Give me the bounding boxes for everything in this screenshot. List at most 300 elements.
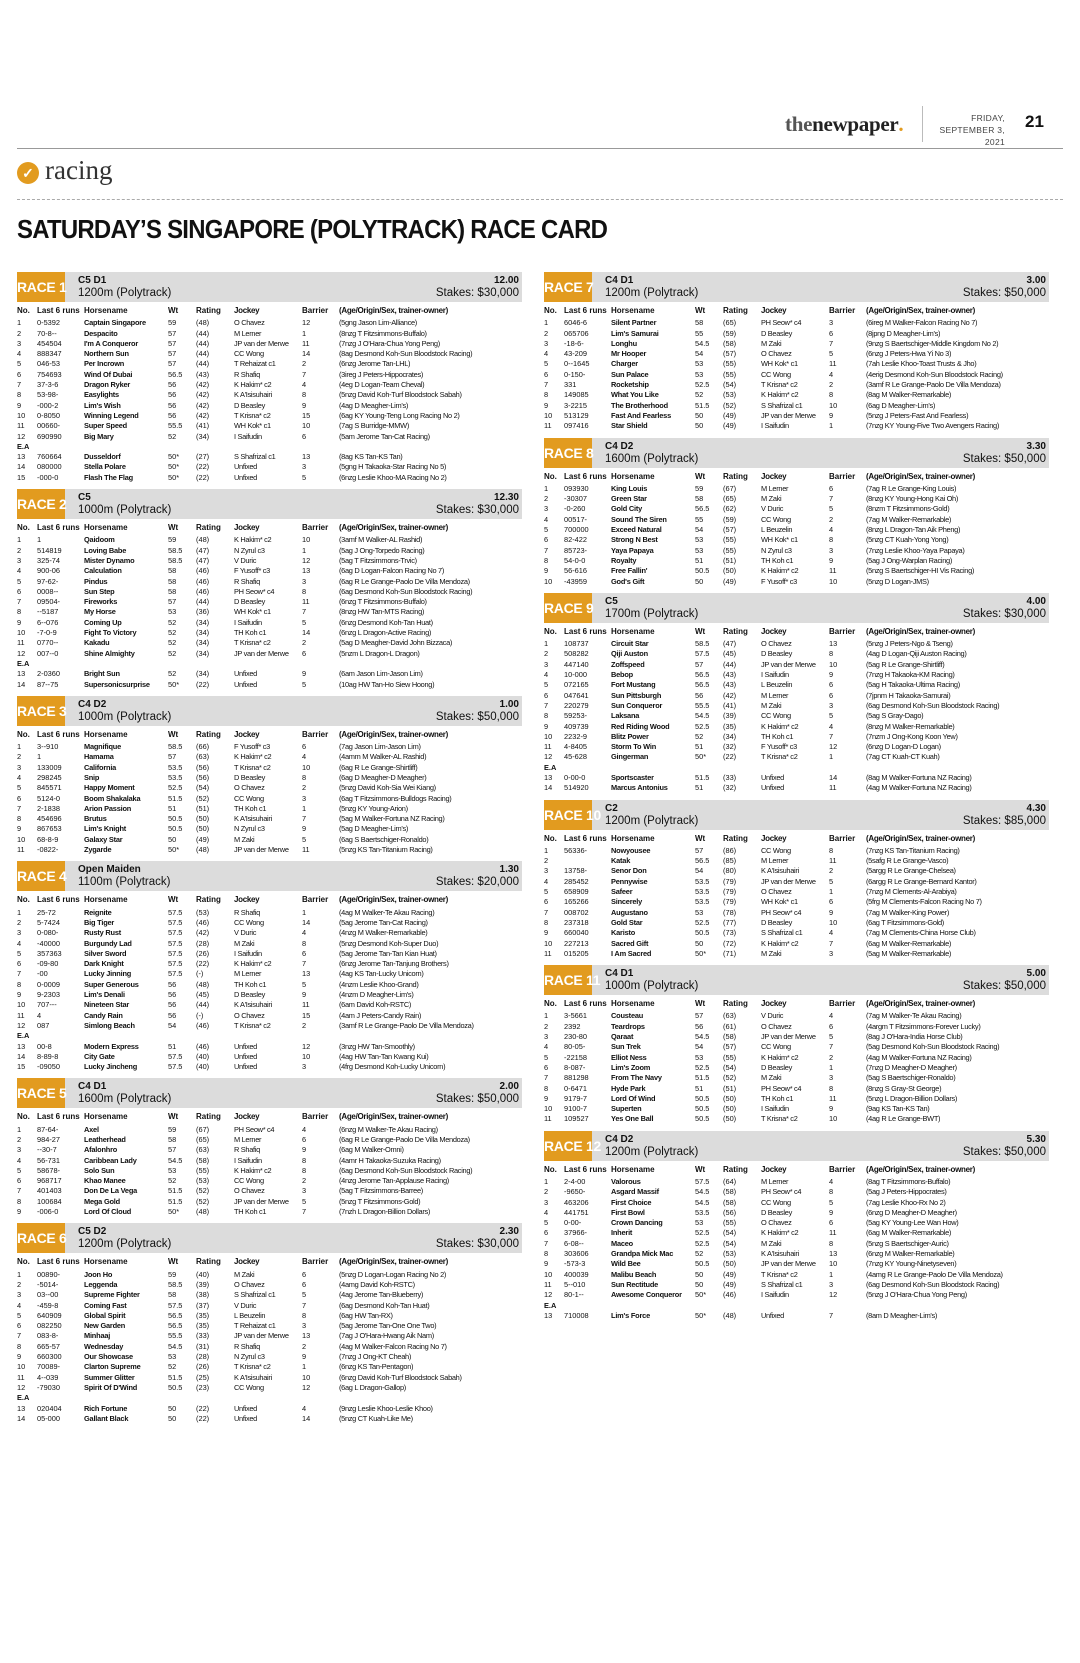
weight: 50* xyxy=(168,452,180,462)
horse-name: Superten xyxy=(611,1104,642,1114)
column-header: Last 6 runs xyxy=(37,1257,80,1267)
horse-name: Super Speed xyxy=(84,421,127,431)
jockey: JP van der Merwe xyxy=(234,338,289,348)
trainer-owner: (6ag Desmond Koh-Sun Bloodstock Racing) xyxy=(339,1165,473,1175)
weight: 56.5 xyxy=(695,856,710,866)
barrier: 9 xyxy=(829,907,834,917)
last-six-runs: 083-8- xyxy=(37,1331,59,1341)
horse-name: Lim's Zoom xyxy=(611,1062,651,1072)
runner-number: 6 xyxy=(544,369,549,379)
last-six-runs: 1 xyxy=(37,752,42,762)
barrier: 9 xyxy=(302,669,307,679)
last-six-runs: 087 xyxy=(37,1020,50,1030)
weight: 53 xyxy=(695,545,704,555)
runner-number: 2 xyxy=(544,1021,549,1031)
trainer-owner: (8ag M Walker-Fortuna NZ Racing) xyxy=(866,772,972,782)
runner-number: 6 xyxy=(544,897,549,907)
runner-number: 8 xyxy=(17,390,22,400)
trainer-owner: (6ag M Walker-Omni) xyxy=(339,1145,404,1155)
runner-row xyxy=(17,794,522,804)
last-six-runs: 5--010 xyxy=(564,1279,586,1289)
column-header: Rating xyxy=(196,306,221,315)
rating: (61) xyxy=(723,1021,737,1031)
trainer-owner: (7ag M Clements-China Horse Club) xyxy=(866,928,976,938)
last-six-runs: 298245 xyxy=(37,772,62,782)
trainer-owner: (5ag Desmond Koh-Sun Bloodstock Racing) xyxy=(866,1042,1000,1052)
jockey: JP van der Merwe xyxy=(761,1259,816,1269)
last-six-runs: 454696 xyxy=(37,814,62,824)
weight: 56.5 xyxy=(168,369,183,379)
last-six-runs: 514819 xyxy=(37,545,62,555)
rating: (34) xyxy=(723,731,737,741)
barrier: 4 xyxy=(302,928,307,938)
jockey: WH Kok* c1 xyxy=(234,607,271,617)
jockey: K Hakim* c2 xyxy=(234,1165,272,1175)
barrier: 9 xyxy=(829,410,834,420)
horse-name: New Garden xyxy=(84,1321,126,1331)
last-six-runs: 513129 xyxy=(564,410,589,420)
runner-row xyxy=(544,897,1049,907)
runner-number: 8 xyxy=(544,390,549,400)
barrier: 3 xyxy=(302,1062,307,1072)
runner-row xyxy=(17,1000,522,1010)
weight: 54 xyxy=(695,1042,704,1052)
horse-name: Charger xyxy=(611,359,638,369)
barrier: 2 xyxy=(302,783,307,793)
weight: 50* xyxy=(695,1290,707,1300)
last-six-runs: 56-616 xyxy=(564,566,588,576)
runner-row xyxy=(17,401,522,411)
rating: (55) xyxy=(196,1165,210,1175)
runner-row xyxy=(544,1022,1049,1032)
runner-row xyxy=(17,638,522,648)
horse-name: Sun Step xyxy=(84,586,115,596)
jockey: O Chavez xyxy=(761,349,792,359)
weight: 50.5 xyxy=(695,1093,710,1103)
barrier: 11 xyxy=(829,1228,837,1238)
race-time: 1.00 xyxy=(499,698,519,710)
trainer-owner: (5ag M Walker-Fortuna NZ Racing) xyxy=(339,814,445,824)
rating: (56) xyxy=(723,1207,737,1217)
race-card xyxy=(544,965,1049,1125)
rating: (59) xyxy=(723,514,737,524)
column-header: Horsename xyxy=(84,306,128,315)
last-six-runs: 97-62- xyxy=(37,576,59,586)
barrier: 10 xyxy=(829,1114,838,1124)
column-header: Rating xyxy=(196,1257,221,1267)
jockey: TH Koh c1 xyxy=(234,628,267,638)
trainer-owner: (8nzg M Walker-Remarkable) xyxy=(866,721,955,731)
race-header xyxy=(544,1131,1049,1161)
barrier: 1 xyxy=(829,752,834,762)
barrier: 8 xyxy=(829,1187,834,1197)
rating: (40) xyxy=(196,1051,210,1061)
horse-name: Lord Of Wind xyxy=(611,1093,656,1103)
last-six-runs: 093930 xyxy=(564,483,589,493)
race-stakes: Stakes: $30,000 xyxy=(435,1238,519,1251)
barrier: 5 xyxy=(829,1197,834,1207)
last-six-runs: -459-8 xyxy=(37,1300,59,1310)
rating: (52) xyxy=(196,793,210,803)
runner-number: 8 xyxy=(544,917,549,927)
weight: 50* xyxy=(695,948,707,958)
last-six-runs: 640909 xyxy=(37,1310,62,1320)
rating: (32) xyxy=(723,783,737,793)
barrier: 14 xyxy=(302,349,311,359)
newspaper-logo[interactable]: thenewpaper. xyxy=(785,112,904,136)
horse-name: Coming Fast xyxy=(84,1300,127,1310)
weight: 50.5 xyxy=(168,824,183,834)
runner-row xyxy=(17,318,522,328)
runner-number: 13 xyxy=(544,772,553,782)
column-header: No. xyxy=(544,833,557,843)
last-six-runs: 0-00- xyxy=(564,1218,582,1228)
trainer-owner: (4ag KS Tan-Lucky Unicorn) xyxy=(339,969,424,979)
rating: (79) xyxy=(723,876,737,886)
runner-number: 10 xyxy=(544,1104,553,1114)
jockey: TH Koh c1 xyxy=(234,1207,267,1217)
column-header: Barrier xyxy=(829,1164,856,1174)
column-header: (Age/Origin/Sex, trainer-owner) xyxy=(866,833,975,843)
runner-number: 9 xyxy=(17,824,22,834)
runner-row xyxy=(544,1290,1049,1300)
horse-name: Fireworks xyxy=(84,597,118,607)
race-distance: 1600m (Polytrack) xyxy=(605,452,699,465)
column-header: Barrier xyxy=(302,523,329,533)
weight: 50* xyxy=(168,845,180,855)
last-six-runs: 0-080- xyxy=(37,928,59,938)
trainer-owner: (6nzg L Dragon-Active Racing) xyxy=(339,628,432,638)
runner-row xyxy=(17,411,522,421)
race-time: 12.30 xyxy=(493,492,519,504)
jockey: M Zaki xyxy=(761,494,782,504)
jockey: O Chavez xyxy=(234,783,265,793)
weight: 50.5 xyxy=(695,1259,710,1269)
race-header xyxy=(17,1223,522,1253)
rating: (52) xyxy=(196,1186,210,1196)
trainer-owner: (8nzg KY Young-Hong Kai Oh) xyxy=(866,494,959,504)
jockey: K A'Isisuhairi xyxy=(234,814,272,824)
last-six-runs: 37966- xyxy=(564,1228,588,1238)
rating: (46) xyxy=(196,1020,210,1030)
jockey: K A'Isisuhairi xyxy=(234,1372,272,1382)
horse-name: Shine Almighty xyxy=(84,648,135,658)
horse-name: Cousteau xyxy=(611,1011,644,1021)
runner-row xyxy=(17,546,522,556)
column-header: Jockey xyxy=(761,471,787,481)
last-six-runs: 454504 xyxy=(37,338,62,348)
jockey: WH Kok* c1 xyxy=(234,421,271,431)
horse-name: Stella Polare xyxy=(84,462,126,472)
runner-number: 4 xyxy=(544,349,549,359)
rating: (54) xyxy=(723,380,737,390)
runner-number: 10 xyxy=(17,834,26,844)
horse-name: Supreme Fighter xyxy=(84,1290,140,1300)
race-badge: RACE 9 xyxy=(544,593,592,623)
weight: 50 xyxy=(695,421,704,431)
horse-name: Sun Conqueror xyxy=(611,700,663,710)
last-six-runs: -0822- xyxy=(37,845,59,855)
weight: 58 xyxy=(168,586,177,596)
last-six-runs: 0008-- xyxy=(37,586,59,596)
horse-name: What You Like xyxy=(611,390,659,400)
jockey: M Lerner xyxy=(761,856,789,866)
horse-name: Royalty xyxy=(611,555,637,565)
race-distance: 1200m (Polytrack) xyxy=(605,814,699,827)
column-header: Wt xyxy=(168,1257,179,1267)
horse-name: Per Incrown xyxy=(84,359,125,369)
column-header: Wt xyxy=(695,306,706,315)
weight: 53 xyxy=(695,907,704,917)
rating: (47) xyxy=(723,639,737,649)
race-time: 12.00 xyxy=(493,275,519,286)
runner-number: 3 xyxy=(17,1290,22,1300)
trainer-owner: (5nzg CT Kuah-Like Me) xyxy=(339,1413,413,1423)
runner-number: 14 xyxy=(17,679,26,689)
runner-row xyxy=(544,711,1049,721)
runner-row xyxy=(544,1280,1049,1290)
last-six-runs: 80-05- xyxy=(564,1042,586,1052)
barrier: 3 xyxy=(302,793,307,803)
rating: (54) xyxy=(723,1062,737,1072)
last-six-runs: 8-087- xyxy=(564,1062,586,1072)
jockey: D Beasley xyxy=(761,649,792,659)
runner-number: 10 xyxy=(544,410,553,420)
weight: 50 xyxy=(168,1413,177,1423)
rating: (39) xyxy=(196,1279,210,1289)
jockey: I Saifudin xyxy=(234,431,262,441)
horse-name: Zygarde xyxy=(84,845,112,855)
last-six-runs: -30307 xyxy=(564,494,588,504)
jockey: K Hakim* c2 xyxy=(761,390,799,400)
race-distance: 1200m (Polytrack) xyxy=(78,1238,172,1251)
rating: (-) xyxy=(196,969,204,979)
weight: 51.5 xyxy=(695,1073,710,1083)
runner-row xyxy=(544,546,1049,556)
trainer-owner: (7nzg J O'Hara-Chua Yong Peng) xyxy=(339,338,440,348)
column-header: Last 6 runs xyxy=(37,729,80,739)
jockey: Unfixed xyxy=(234,1403,257,1413)
race-badge: RACE 6 xyxy=(17,1223,65,1253)
barrier: 8 xyxy=(302,1165,307,1175)
barrier: 7 xyxy=(302,369,307,379)
horse-name: Qiji Auston xyxy=(611,649,648,659)
column-header: Last 6 runs xyxy=(564,471,607,481)
trainer-owner: (4ag HW Tan-Tan Kwang Kui) xyxy=(339,1051,429,1061)
race-badge: RACE 5 xyxy=(17,1078,65,1108)
runner-row xyxy=(17,370,522,380)
rating: (22) xyxy=(196,462,210,472)
jockey: M Lerner xyxy=(761,1177,789,1186)
jockey: M Lerner xyxy=(761,690,789,700)
trainer-owner: (6nzg Jerome Tan-Tanjung Brothers) xyxy=(339,959,449,969)
runner-number: 2 xyxy=(17,917,22,927)
trainer-owner: (4nzg Jerome Tan-Applause Racing) xyxy=(339,1176,449,1186)
race-stakes: Stakes: $50,000 xyxy=(962,980,1046,993)
trainer-owner: (5safg R Le Grange-Vasco) xyxy=(866,856,949,866)
runner-number: 8 xyxy=(17,1341,22,1351)
runner-number: 7 xyxy=(544,907,549,917)
trainer-owner: (6nzg KS Tan-Pentagon) xyxy=(339,1362,414,1372)
rating: (50) xyxy=(723,1104,737,1114)
barrier: 11 xyxy=(829,1093,837,1103)
rating: (34) xyxy=(196,431,210,441)
barrier: 6 xyxy=(302,1279,307,1289)
jockey: K A'Isisuhairi xyxy=(761,866,799,876)
trainer-owner: (8nzm T Fitzsimmons-Gold) xyxy=(866,504,950,514)
jockey: T Krisna* c2 xyxy=(234,1362,271,1372)
race-badge: RACE 8 xyxy=(544,438,592,468)
column-header: Rating xyxy=(196,895,221,905)
trainer-owner: (4argm T Fitzsimmons-Forever Lucky) xyxy=(866,1021,981,1031)
rating: (63) xyxy=(196,752,210,762)
jockey: O Chavez xyxy=(234,1279,265,1289)
last-six-runs: 845571 xyxy=(37,783,62,793)
jockey: TH Koh c1 xyxy=(761,555,794,565)
trainer-owner: (4nzm D Meagher-Lim's) xyxy=(339,990,414,1000)
barrier: 2 xyxy=(302,1341,307,1351)
barrier: 14 xyxy=(302,1413,311,1423)
rating: (52) xyxy=(196,1196,210,1206)
jockey: R Shafiq xyxy=(234,576,260,586)
weight: 57.5 xyxy=(168,938,183,948)
last-six-runs: 285452 xyxy=(564,876,589,886)
last-six-runs: 097416 xyxy=(564,421,589,431)
barrier: 15 xyxy=(302,1010,311,1020)
rating: (43) xyxy=(723,680,737,690)
jockey: V Duric xyxy=(761,1011,784,1021)
column-header: Wt xyxy=(695,999,706,1009)
section-divider xyxy=(17,199,1063,200)
weight: 59 xyxy=(168,1124,177,1134)
runner-number: 2 xyxy=(544,856,549,866)
last-six-runs: 080000 xyxy=(37,462,62,472)
runner-row xyxy=(17,607,522,617)
weight: 52 xyxy=(168,628,177,638)
trainer-owner: (4ag R Le Grange-BWT) xyxy=(866,1114,941,1124)
weight: 53.5 xyxy=(695,887,710,897)
weight: 53 xyxy=(168,1352,177,1362)
last-six-runs: 325-74 xyxy=(37,555,61,565)
runner-number: 3 xyxy=(17,928,22,938)
jockey: WH Kok* c1 xyxy=(761,535,798,545)
weight: 52.5 xyxy=(695,1062,710,1072)
trainer-owner: (5ag D Meagher-David John Bizzaca) xyxy=(339,638,453,648)
runner-row xyxy=(544,783,1049,793)
horse-name: Sun Palace xyxy=(611,369,649,379)
last-six-runs: 133009 xyxy=(37,762,62,772)
last-six-runs: 13758- xyxy=(564,866,588,876)
runner-row xyxy=(17,329,522,339)
column-header: Wt xyxy=(168,523,179,533)
jockey: K A'Isisuhairi xyxy=(761,1249,799,1259)
jockey: S Shafrizal c1 xyxy=(761,1279,803,1289)
runner-row xyxy=(544,1208,1049,1218)
page-title: SATURDAY’S SINGAPORE (POLYTRACK) RACE CARD xyxy=(17,214,608,244)
rating: (55) xyxy=(723,369,737,379)
last-six-runs: --30-7 xyxy=(37,1145,57,1155)
jockey: TH Koh c1 xyxy=(234,979,267,989)
runner-number: 11 xyxy=(544,742,552,752)
runner-number: 13 xyxy=(17,452,26,462)
horse-name: Caribbean Lady xyxy=(84,1155,137,1165)
horse-name: Lucky Jincheng xyxy=(84,1062,138,1072)
weight: 50* xyxy=(695,1310,707,1320)
jockey: T Krisna* c2 xyxy=(234,410,271,420)
last-six-runs: 409739 xyxy=(564,721,589,731)
runner-row xyxy=(544,1311,1049,1321)
barrier: 7 xyxy=(829,938,834,948)
barrier: 3 xyxy=(302,1321,307,1331)
rating: (46) xyxy=(196,586,210,596)
rating: (50) xyxy=(723,1259,737,1269)
barrier: 4 xyxy=(829,1011,834,1021)
runner-row xyxy=(544,1218,1049,1228)
horse-name: Solo Sun xyxy=(84,1165,115,1175)
trainer-owner: (7ag R Le Grange-King Louis) xyxy=(866,483,957,493)
last-six-runs: 0-8050 xyxy=(37,410,61,420)
runner-number: 1 xyxy=(544,639,549,649)
horse-name: Dusseldorf xyxy=(84,452,121,462)
barrier: 7 xyxy=(829,731,834,741)
runner-row xyxy=(17,908,522,918)
rating: (57) xyxy=(723,349,737,359)
column-header: Last 6 runs xyxy=(564,999,607,1009)
rating: (50) xyxy=(196,824,210,834)
weight: 58.5 xyxy=(168,555,183,565)
jockey: M Zaki xyxy=(234,1269,255,1279)
rating: (34) xyxy=(196,628,210,638)
last-six-runs: 9179-7 xyxy=(564,1093,588,1103)
last-six-runs: -573-3 xyxy=(564,1259,586,1269)
race-badge: RACE 12 xyxy=(544,1131,592,1161)
barrier: 5 xyxy=(302,1196,307,1206)
runner-row xyxy=(17,628,522,638)
trainer-owner: (7ag J O'Hara-Hwang Aik Nam) xyxy=(339,1331,434,1341)
runner-row xyxy=(544,421,1049,431)
runner-row xyxy=(544,866,1049,876)
jockey: CC Wong xyxy=(234,349,264,359)
horse-name: Summer Glitter xyxy=(84,1372,135,1382)
runner-row xyxy=(17,1176,522,1186)
barrier: 2 xyxy=(829,1052,834,1062)
trainer-owner: (7ag S Burridge-MMW) xyxy=(339,421,409,431)
horse-name: Candy Rain xyxy=(84,1010,123,1020)
trainer-owner: (3ireg J Peters-Hippocrates) xyxy=(339,369,424,379)
weight: 50* xyxy=(168,679,180,689)
rating: (33) xyxy=(723,772,737,782)
column-header: Jockey xyxy=(234,306,260,315)
column-header: Rating xyxy=(723,626,748,636)
runner-row xyxy=(544,556,1049,566)
column-header: No. xyxy=(544,626,557,636)
barrier: 6 xyxy=(302,1135,307,1144)
horse-name: Safeer xyxy=(611,887,633,897)
weight: 54 xyxy=(695,525,704,535)
barrier: 10 xyxy=(302,421,311,431)
column-header: Horsename xyxy=(84,729,128,739)
trainer-owner: (8ag Desmond Koh-Sun Bloodstock Racing) xyxy=(339,349,473,359)
jockey: K Hakim* c2 xyxy=(761,1228,799,1238)
rating: (67) xyxy=(196,1124,210,1134)
race-card xyxy=(544,438,1049,587)
emergency-acceptors-label: E.A xyxy=(17,658,30,668)
column-header: Last 6 runs xyxy=(37,1112,80,1122)
weight: 56.5 xyxy=(168,1321,183,1331)
weight: 57.5 xyxy=(168,907,183,917)
runner-number: 1 xyxy=(17,318,22,328)
last-six-runs: 0-150- xyxy=(564,369,586,379)
